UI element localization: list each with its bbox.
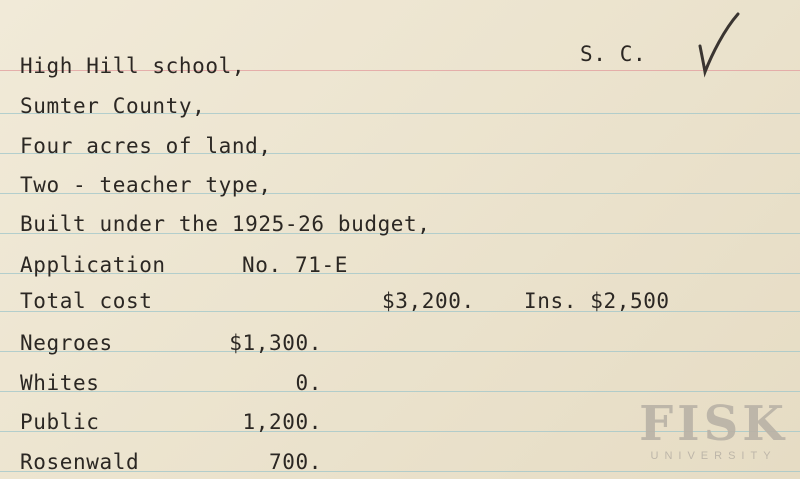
funding-label: Negroes (20, 331, 113, 355)
funding-amount: $1,300. (229, 331, 322, 355)
fisk-university-watermark (639, 396, 788, 462)
insurance-value: Ins. $2,500 (524, 289, 670, 313)
county: Sumter County, (20, 94, 206, 118)
funding-label: Public (20, 410, 100, 434)
ruled-line (0, 351, 800, 352)
funding-label: Whites (20, 371, 100, 395)
ruled-line (0, 391, 800, 392)
school-type: Two - teacher type, (20, 173, 272, 197)
total-cost-label: Total cost (20, 289, 153, 313)
state-code: S. C. (580, 42, 647, 66)
school-name: High Hill school, (20, 54, 246, 78)
watermark-subtitle: UNIVERSITY (650, 450, 777, 462)
budget-line: Built under the 1925-26 budget, (20, 212, 431, 236)
checkmark-icon (690, 8, 750, 78)
application-number: No. 71-E (242, 253, 348, 277)
total-cost-value: $3,200. (382, 289, 475, 313)
application-label: Application (20, 253, 166, 277)
land-area: Four acres of land, (20, 134, 272, 158)
funding-amount: 0. (295, 371, 322, 395)
watermark-name: FISK (639, 396, 788, 452)
funding-label: Rosenwald (20, 450, 140, 474)
funding-amount: 1,200. (242, 410, 322, 434)
funding-amount: 700. (269, 450, 322, 474)
